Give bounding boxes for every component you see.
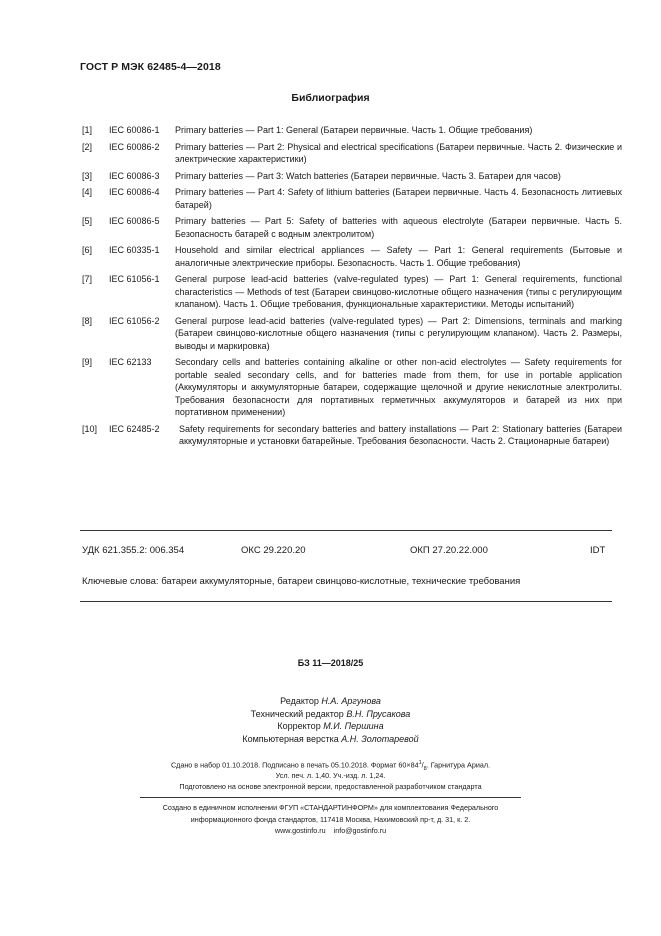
bibliography-entry — [82, 423, 622, 448]
website-link[interactable]: www.gostinfo.ru — [274, 826, 326, 835]
entry-title: General purpose lead-acid batteries (valve-regulated types) — Part 1: General requirements, functional characteristics — Methods of test (Батареи свинцово-кислотные общего назначения (типы с регулирующим клапаном). Часть 1. Общие требования, функциональные характеристики. Методы испытаний) — [175, 274, 622, 309]
entry-title: Primary batteries — Part 5: Safety of batteries with aqueous electrolyte (Батареи первичные. Часть 5. Безопасность батарей с водным электролитом) — [175, 216, 622, 239]
entry-title: General purpose lead-acid batteries (valve-regulated types) — Part 2: Dimensions, terminals and marking (Батареи свинцово-кислотные общего назначения (типы с регулирующим клапаном). Часть 2. Размеры, выводы и маркировка) — [175, 315, 622, 351]
entry-standard-code: IEC 60086-3 — [109, 170, 160, 181]
entry-standard-code: IEC 62133 — [109, 357, 152, 367]
entry-title: Safety requirements for secondary batteries and battery installations — Part 2: Stationary batteries (Батареи аккумуляторные и установки батарейные. Требования безопасности. Часть 2. Стационарные батареи) — [179, 423, 622, 446]
bz-number: БЗ 11—2018/25 — [297, 658, 364, 668]
entry-number: [3] — [82, 170, 93, 181]
bibliography-entry — [82, 315, 622, 353]
entry-number: [2] — [82, 141, 93, 152]
staff-tech-editor: Технический редактор В.Н. Прусакова — [250, 708, 411, 719]
entry-number: [5] — [82, 216, 93, 226]
entry-number: [6] — [82, 245, 93, 255]
keywords: Ключевые слова: батареи аккумуляторные, батареи свинцово-кислотные, технические требования — [82, 576, 521, 587]
entry-standard-code: IEC 61056-1 — [109, 274, 160, 284]
keywords-divider — [80, 601, 612, 602]
publisher-line1: Создано в единичном исполнении ФГУП «СТАНДАРТИНФОРМ» для комплектования Федерального — [162, 803, 499, 812]
bibliography-entry — [82, 244, 622, 269]
top-divider — [80, 530, 612, 531]
entry-title: Primary batteries — Part 4: Safety of lithium batteries (Батареи первичные. Часть 4. Безопасность литиевых батарей) — [175, 187, 622, 210]
staff-editor: Редактор Н.А. Аргунова — [280, 696, 381, 706]
publisher-divider — [140, 797, 521, 798]
bibliography-entry — [82, 215, 622, 240]
entry-number: [10] — [82, 423, 98, 434]
oks-code: ОКС 29.220.20 — [241, 545, 306, 556]
publisher-line2: информационного фонда стандартов, 117418 Москва, Нахимовский пр-т, д. 31, к. 2. — [190, 814, 471, 824]
entry-standard-code: IEC 60086-4 — [109, 187, 160, 197]
publisher-contacts — [0, 825, 661, 837]
entry-standard-code: IEC 61056-2 — [109, 315, 160, 326]
bibliography-entry — [82, 273, 622, 311]
standard-designation: ГОСТ Р МЭК 62485-4—2018 — [80, 61, 221, 73]
entry-number: [1] — [82, 125, 93, 135]
entry-number: [4] — [82, 187, 93, 197]
print-info-line2: Усл. печ. л. 1,40. Уч.-изд. л. 1,24. — [275, 770, 386, 780]
entry-standard-code: IEC 62485-2 — [109, 423, 160, 434]
entry-standard-code: IEC 60335-1 — [109, 245, 160, 255]
entry-number: [7] — [82, 274, 93, 284]
udk-code: УДК 621.355.2: 006.354 — [82, 545, 185, 556]
entry-title: Household and similar electrical appliances — Safety — Part 1: General requirements (Бытовые и аналогичные электрические приборы. Безопасность. Часть 1. Общие требования) — [175, 245, 622, 268]
entry-number: [8] — [82, 315, 93, 326]
print-info-line3: Подготовлено на основе электронной версии, предоставленной разработчиком стандарта — [179, 782, 482, 791]
bibliography-list — [82, 124, 622, 452]
bibliography-entry — [82, 124, 622, 137]
staff-proofreader: Корректор М.И. Першина — [277, 721, 384, 731]
entry-title: Primary batteries — Part 1: General (Батареи первичные. Часть 1. Общие требования) — [175, 125, 533, 135]
entry-standard-code: IEC 60086-2 — [109, 141, 160, 152]
bibliography-entry — [82, 141, 622, 166]
email-link[interactable]: info@gostinfo.ru — [333, 826, 387, 835]
entry-title: Secondary cells and batteries containing alkaline or other non-acid electrolytes — Safety requirements for portable sealed secondary cells, and for batteries made from them, for use in portable application (Аккумуляторы и аккумуляторные батареи, содержащие щелочной и другие некислотные электролиты. Требования безопасности для портативных герметичных аккумуляторов и батарей из них при портативном применении) — [175, 357, 622, 417]
entry-standard-code: IEC 60086-5 — [109, 216, 160, 226]
staff-layout: Компьютерная верстка А.Н. Золотаревой — [242, 733, 419, 744]
print-info-line1: Сдано в набор 01.10.2018. Подписано в печать 05.10.2018. Формат $60\times 84^1/_8$. Гарнитура Ариал. — [170, 760, 491, 772]
bibliography-entry — [82, 170, 622, 183]
entry-title: Primary batteries — Part 2: Physical and electrical specifications (Батареи первичные. Часть 2. Физические и электрические характеристики) — [175, 141, 622, 164]
bibliography-entry — [82, 356, 622, 419]
entry-standard-code: IEC 60086-1 — [109, 125, 160, 135]
bibliography-title: Библиография — [291, 92, 370, 104]
okp-code: ОКП 27.20.22.000 — [410, 545, 488, 556]
idt-mark: IDT — [590, 545, 606, 556]
bibliography-entry — [82, 186, 622, 211]
entry-title: Primary batteries — Part 3: Watch batteries (Батареи первичные. Часть 3. Батареи для часов) — [175, 170, 561, 181]
entry-number: [9] — [82, 357, 93, 367]
